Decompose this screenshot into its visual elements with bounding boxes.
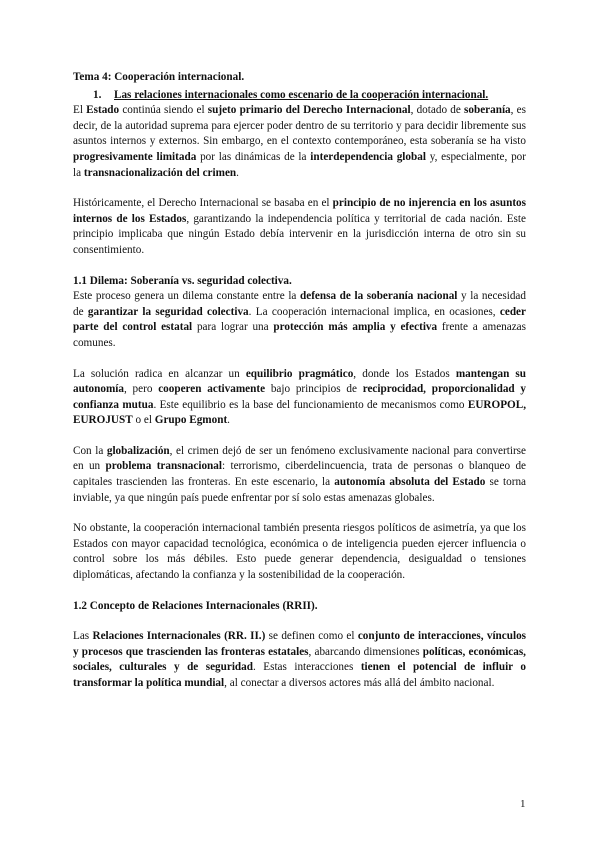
paragraph: Este proceso genera un dilema constante entre la defensa de la soberanía nacional y la necesidad de garantizar la seguridad colectiva. La cooperación internacional implica, en ocasiones, ceder parte del control estatal para lograr una protección más amplia y efectiva frente a amenazas comunes.: [73, 290, 526, 349]
subsection-heading: 1.2 Concepto de Relaciones Internacionales (RRII).: [73, 599, 318, 612]
page-number: 1: [520, 798, 526, 810]
paragraph: La solución radica en alcanzar un equilibrio pragmático, donde los Estados mantengan su autonomía, pero cooperen activamente bajo principios de reciprocidad, proporcionalidad y confianza mutua. Este equilibrio es la base del funcionamiento de mecanismos como EUROPOL, EUROJUST o el Grupo Egmont.: [73, 367, 526, 427]
topic-title: Tema 4: Cooperación internacional.: [73, 71, 245, 83]
document-body: [73, 70, 526, 692]
paragraph: Las Relaciones Internacionales (RR. II.) se definen como el conjunto de interacciones, vínculos y procesos que trascienden las fronteras estatales, abarcando dimensiones políticas, económicas, sociales, culturales y de seguridad. Estas interacciones tienen el potencial de influir o transformar la política mundial, al conectar a diversos actores más allá del ámbito nacional.: [73, 630, 527, 689]
section-heading: [73, 88, 526, 104]
subsection-heading: 1.1 Dilema: Soberanía vs. seguridad colectiva.: [73, 274, 292, 287]
paragraph: Históricamente, el Derecho Internacional se basaba en el principio de no injerencia en los asuntos internos de los Estados, garantizando la independencia política y territorial de cada nación. Este principio implicaba que ningún Estado debía intervenir en la jurisdicción interna de otro sin su consentimiento.: [73, 197, 527, 256]
paragraph: El Estado continúa siendo el sujeto primario del Derecho Internacional, dotado de soberanía, es decir, de la autoridad suprema para ejercer poder dentro de su territorio y para decidir libremente sus asuntos internos y externos. Sin embargo, en el contexto contemporáneo, esta soberanía se ha visto progresivamente limitada por las dinámicas de la interdependencia global y, especialmente, por la transnacionalización del crimen.: [73, 104, 526, 179]
section-title: Las relaciones internacionales como escenario de la cooperación internacional.: [114, 88, 489, 101]
paragraph: Con la globalización, el crimen dejó de ser un fenómeno exclusivamente nacional para convertirse en un problema transnacional: terrorismo, ciberdelincuencia, trata de personas o blanqueo de capitales trascienden las fronteras. En este escenario, la autonomía absoluta del Estado se torna inviable, ya que ningún país puede enfrentar por sí solo estas amenazas globales.: [73, 444, 527, 504]
paragraph: No obstante, la cooperación internacional también presenta riesgos políticos de asimetría, ya que los Estados con mayor capacidad tecnológica, económica o de inteligencia pueden ejercer influencia o control sobre los más débiles. Esto puede generar dependencia, desigualdad o tensiones diplomáticas, afectando la confianza y la sostenibilidad de la cooperación.: [73, 522, 526, 582]
section-number: 1.: [93, 88, 102, 101]
